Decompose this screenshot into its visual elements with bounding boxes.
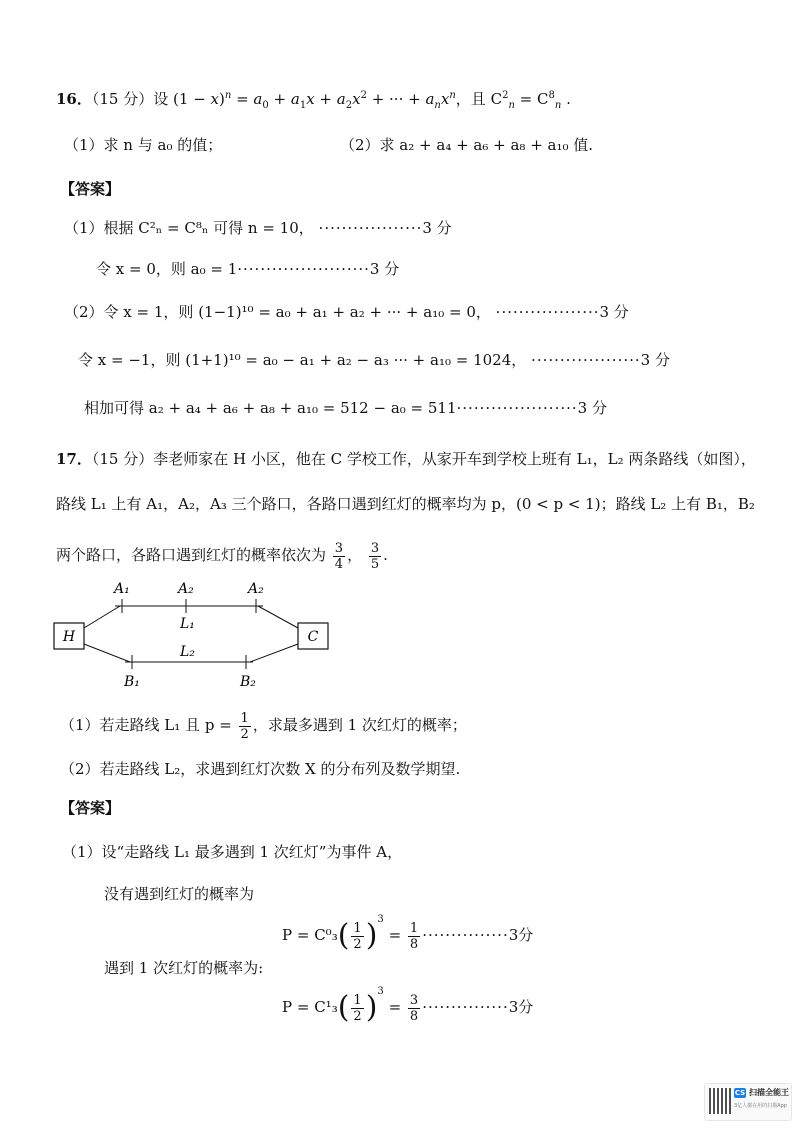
fraction-1-2: $\frac{1}{2}$ bbox=[240, 710, 249, 742]
q17-line3-text: 两个路口，各路口遇到红灯的概率依次为 bbox=[56, 546, 327, 564]
fraction-3-4: $\frac{3}{4}$ bbox=[334, 540, 344, 572]
q16-stem-mid: ，且 bbox=[455, 90, 486, 108]
a16-line1-score: 3 分 bbox=[422, 219, 452, 237]
a17-p1-score: 3分 bbox=[508, 998, 534, 1016]
a16-line1 bbox=[64, 218, 452, 238]
a16-line2 bbox=[96, 259, 399, 279]
q17-line2b: (0 < p < 1)；路线 L₂ 上有 B₁，B₂ bbox=[515, 495, 755, 513]
fraction-3-8: $\frac{3}{8}$ bbox=[409, 992, 419, 1024]
q17-sub1 bbox=[60, 708, 467, 742]
label-l2: L₂ bbox=[180, 644, 195, 660]
a16-line2-score: 3 分 bbox=[369, 260, 400, 278]
q17-number: 17． bbox=[56, 450, 92, 468]
a16-line2-text: 令 x = 0，则 a₀ = 1 bbox=[96, 260, 238, 278]
school-label: C bbox=[307, 629, 319, 645]
watermark-sub: 3亿人都在用的扫描App bbox=[734, 1103, 787, 1109]
q17-line2 bbox=[56, 494, 755, 514]
route-l2-right bbox=[250, 644, 298, 662]
q17-sub2: （2）若走路线 L₂，求遇到红灯次数 X 的分布列及数学期望. bbox=[60, 760, 461, 778]
a16-line4-score: 3 分 bbox=[640, 351, 670, 369]
label-l1: L₁ bbox=[180, 616, 195, 632]
cs-logo-icon: CS bbox=[734, 1089, 746, 1097]
label-b1: B₁ bbox=[124, 674, 140, 690]
route-l1-right bbox=[258, 606, 298, 628]
a17-line2: 没有遇到红灯的概率为 bbox=[104, 885, 255, 903]
fraction-1-8: $\frac{1}{8}$ bbox=[409, 920, 419, 952]
fraction-1-2: $\frac{1}{2}$ bbox=[353, 992, 362, 1024]
a16-line3-score: 3 分 bbox=[599, 303, 629, 321]
q17-score: （15 分） bbox=[91, 450, 154, 468]
label-b2: B₂ bbox=[240, 674, 256, 690]
intersection-a2 bbox=[179, 599, 193, 613]
leader-dots: ····················· bbox=[456, 399, 578, 417]
fraction-3-5: $\frac{3}{5}$ bbox=[370, 540, 380, 572]
q16-number: 16． bbox=[56, 90, 92, 108]
q16-sub2: （2）求 a₂ + a₄ + a₆ + a₈ + a₁₀ 值. bbox=[340, 136, 594, 154]
route-l2-left bbox=[84, 644, 130, 662]
q16-stem-prefix: 设 bbox=[153, 90, 169, 108]
route-diagram bbox=[40, 578, 350, 693]
a17-p1-exp: 3 bbox=[377, 986, 384, 997]
label-a1: A₁ bbox=[114, 581, 130, 597]
a16-line4-text: 令 x = −1，则 (1+1)¹⁰ = a₀ − a₁ + a₂ − a₃ ··· + a₁₀ = 1024， bbox=[78, 351, 527, 369]
leader-dots: ··············· bbox=[422, 998, 509, 1016]
q16-combination-condition: $C^2_n = C^8_n$ . bbox=[490, 90, 571, 111]
leader-dots: ··················· bbox=[531, 351, 641, 369]
leader-dots: ··············· bbox=[422, 926, 509, 944]
q16-score: （15 分） bbox=[91, 90, 154, 108]
answer-label-17: 【答案】 bbox=[60, 799, 121, 817]
intersection-b1 bbox=[125, 655, 139, 669]
a17-p0-score: 3分 bbox=[508, 926, 534, 944]
q17-sub1-prefix: （1）若走路线 L₁ 且 p = bbox=[60, 716, 232, 734]
intersection-b2 bbox=[239, 655, 253, 669]
label-a3: A₂ bbox=[248, 581, 264, 597]
answer-label-16: 【答案】 bbox=[60, 180, 121, 198]
fraction-1-2: $\frac{1}{2}$ bbox=[353, 920, 362, 952]
q16-sub1: （1）求 n 与 a₀ 的值； bbox=[64, 136, 223, 154]
leader-dots: ·················· bbox=[495, 303, 600, 321]
a17-line1: （1）设“走路线 L₁ 最多遇到 1 次红灯”为事件 A， bbox=[62, 843, 403, 861]
a17-p1-formula: P = C¹₃( $\frac{1}{2}$ )$^3$ = $\frac{3}{8}$ ···············3分 bbox=[282, 986, 534, 1025]
q17-heading bbox=[56, 449, 756, 469]
a17-p0-exp: 3 bbox=[377, 914, 384, 925]
a17-p1-prefix: P = C¹₃ bbox=[282, 998, 338, 1016]
a17-p0-prefix: P = C⁰₃ bbox=[282, 926, 338, 944]
leader-dots: ······················· bbox=[237, 260, 370, 278]
intersection-a3 bbox=[249, 599, 263, 613]
a16-line5 bbox=[84, 398, 607, 418]
a16-line5-text: 相加可得 a₂ + a₄ + a₆ + a₈ + a₁₀ = 512 − a₀ = 511 bbox=[84, 399, 457, 417]
a16-line3-text: （2）令 x = 1，则 (1−1)¹⁰ = a₀ + a₁ + a₂ + ··· + a₁₀ = 0， bbox=[64, 303, 491, 321]
a17-line3: 遇到 1 次红灯的概率为: bbox=[104, 959, 264, 977]
q17-line2a: 路线 L₁ 上有 A₁，A₂，A₃ 三个路口，各路口遇到红灯的概率均为 p， bbox=[56, 495, 516, 513]
q17-line3: 两个路口，各路口遇到红灯的概率依次为 $\frac{3}{4}$ ， $\frac{3}{5}$ . bbox=[56, 540, 388, 572]
q16-expansion-formula: $(1 - x)^n = a_0 + a_1x + a_2x^2$ + ··· + $a_nx^n$ bbox=[173, 90, 456, 111]
intersection-a1 bbox=[115, 599, 129, 613]
a17-p0-formula: P = C⁰₃( $\frac{1}{2}$ )$^3$ = $\frac{1}{8}$ ···············3分 bbox=[282, 914, 534, 953]
scanner-watermark bbox=[704, 1083, 792, 1121]
label-a2: A₂ bbox=[178, 581, 194, 597]
a16-line3 bbox=[64, 302, 629, 322]
qr-code-icon bbox=[709, 1088, 731, 1114]
watermark-name: 扫描全能王 bbox=[749, 1088, 789, 1097]
q17-sub1-suffix: ，求最多遇到 1 次红灯的概率； bbox=[252, 716, 467, 734]
leader-dots: ·················· bbox=[318, 219, 423, 237]
home-label: H bbox=[62, 629, 76, 645]
a16-line1-text: （1）根据 C²ₙ = C⁸ₙ 可得 n = 10， bbox=[64, 219, 314, 237]
a16-line4 bbox=[78, 350, 670, 370]
a16-line5-score: 3 分 bbox=[577, 399, 607, 417]
q17-line1: 李老师家在 H 小区，他在 C 学校工作，从家开车到学校上班有 L₁，L₂ 两条路线（如图）， bbox=[153, 450, 756, 468]
route-l1-left bbox=[84, 606, 120, 628]
q16-heading bbox=[56, 86, 571, 116]
